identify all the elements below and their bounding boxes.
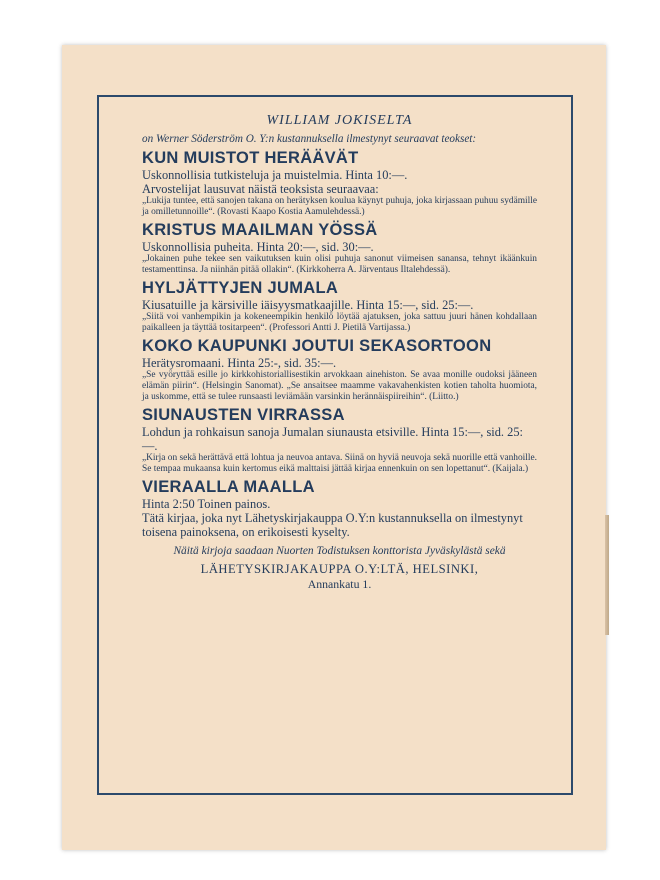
author-heading: WILLIAM JOKISELTA: [266, 113, 413, 128]
book-description: Kiusatuille ja kärsiville iäisyysmatkaajille. Hinta 15:—, sid. 25:—.: [142, 298, 474, 312]
availability-note: Näitä kirjoja saadaan Nuorten Todistuksen konttorista Jyväskylästä sekä: [173, 545, 506, 557]
book-entry: [142, 406, 537, 475]
book-title: KRISTUS MAAILMAN YÖSSÄ: [142, 221, 378, 239]
book-review-quote: „Lukija tuntee, että sanojen takana on herätyksen koulua käynyt puhuja, joka kirjassaan puhuu sydämille ja omilletunnoille“. (Rovasti Kaapo Kostia Aamulehdessä.): [142, 196, 537, 217]
book-entry: [142, 149, 537, 218]
book-description: Hinta 2:50 Toinen painos.: [142, 497, 271, 511]
book-entry: [142, 221, 537, 276]
advertisement-frame: [97, 95, 573, 795]
book-title: VIERAALLA MAALLA: [142, 478, 315, 496]
back-cover: [62, 45, 606, 850]
book-title: KOKO KAUPUNKI JOUTUI SEKASORTOON: [142, 337, 492, 355]
book-description-extra: Tätä kirjaa, joka nyt Lähetyskirjakauppa O.Y:n kustannuksella on ilmestynyt toisena painoksena, on erikoisesti kyselty.: [142, 511, 523, 539]
book-review-quote: „Kirja on sekä herättävä että lohtua ja neuvoa antava. Siinä on hyviä neuvoja sekä nuorille että vanhoille. Se tempaa mukaansa kuin kertomus eikä malttaisi jättää kirjaa ennenkuin on sen lopettanut“. (Kaijala.): [142, 453, 537, 474]
advertisement-content: [142, 97, 537, 591]
intro-text: on Werner Söderström O. Y:n kustannuksella ilmestynyt seuraavat teokset:: [142, 133, 477, 145]
book-review-quote: „Siitä voi vanhempikin ja kokeneempikin henkilö löytää ajatuksen, joka sattuu juuri hänen kohdallaan paikalleen ja täyttää tositarpeen“. (Professori Antti J. Pietilä Vartijassa.): [142, 312, 537, 333]
book-entry: [142, 337, 537, 403]
book-review-quote: „Se vyöryttää esille jo kirkkohistoriallisestikin arvokkaan ainehiston. Se avaa monille oudoksi jääneen elämän piirin“. (Helsingin Sanomat). „Se ansaitsee maamme vakavahenkisten kotien taholta huomiota, ja uskomme, että se tulee runsaasti leviämään varsinkin herännäispiireihin“. (Liitto.): [142, 370, 537, 402]
book-title: SIUNAUSTEN VIRRASSA: [142, 406, 345, 424]
publisher-address: Annankatu 1.: [307, 577, 372, 591]
book-description: Lohdun ja rohkaisun sanoja Jumalan siunausta etsiville. Hinta 15:—, sid. 25:—.: [142, 425, 523, 453]
book-description-extra: Arvostelijat lausuvat näistä teoksista seuraavaa:: [142, 182, 379, 196]
book-description: Herätysromaani. Hinta 25:-, sid. 35:—.: [142, 356, 337, 370]
book-description: Uskonnollisia tutkisteluja ja muistelmia. Hinta 10:—.: [142, 168, 408, 182]
book-title: KUN MUISTOT HERÄÄVÄT: [142, 149, 359, 167]
book-title: HYLJÄTTYJEN JUMALA: [142, 279, 339, 297]
book-description: Uskonnollisia puheita. Hinta 20:—, sid. 30:—.: [142, 240, 374, 254]
book-review-quote: „Jokainen puhe tekee sen vaikutuksen kuin olisi puhuja sanonut viimeisen sanansa, tehnyt ikäänkuin testamenttinsa. Ja niinhän pitää ollakin“. (Kirkkoherra A. Järventaus Iltalehdessä).: [142, 254, 537, 275]
publisher-name: LÄHETYSKIRJAKAUPPA O.Y:LTÄ, HELSINKI,: [200, 562, 479, 576]
book-entry: [142, 279, 537, 334]
book-entry: [142, 478, 537, 539]
